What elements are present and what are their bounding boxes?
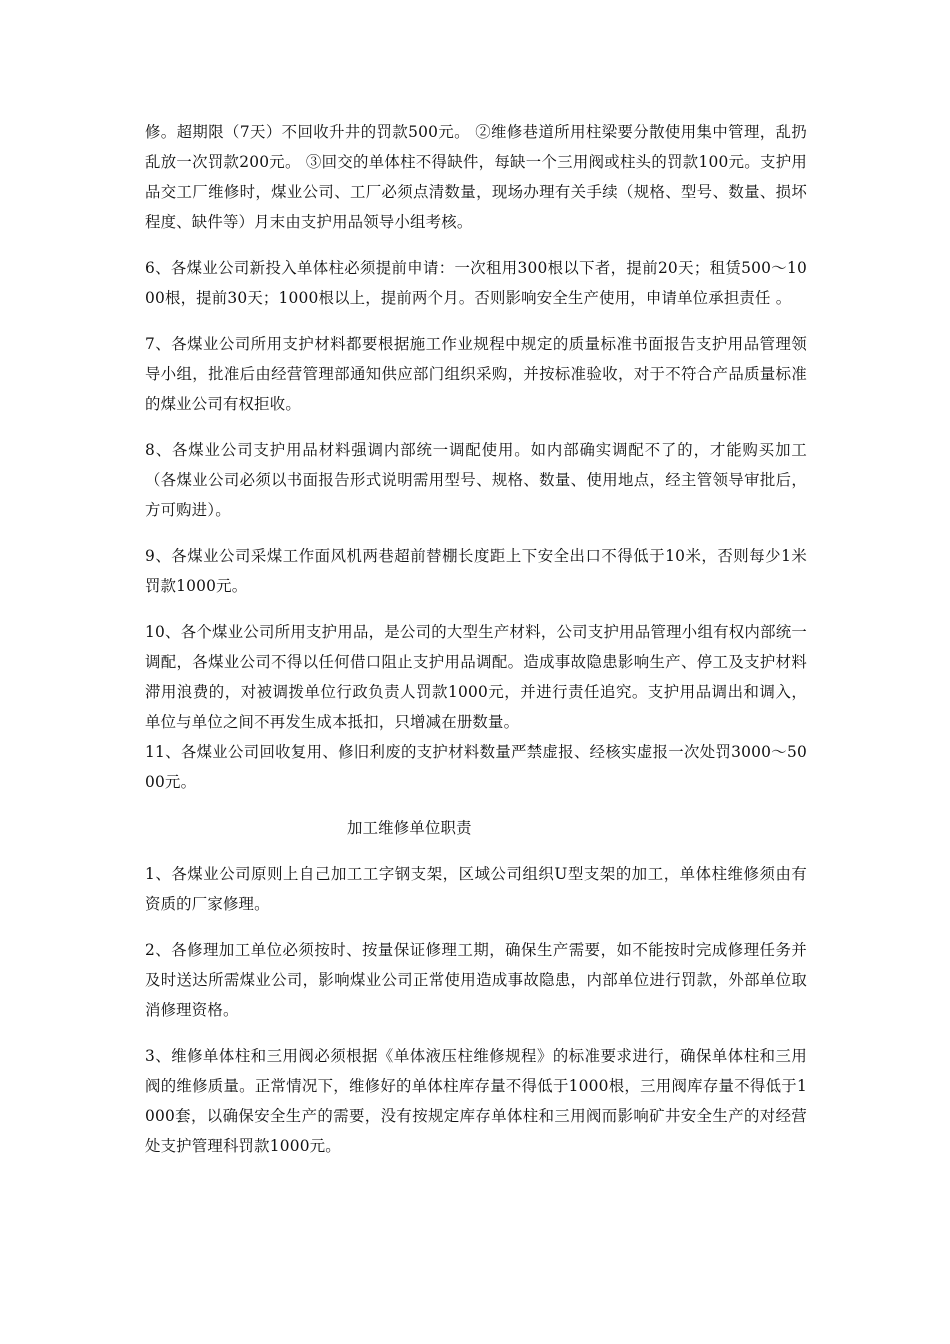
paragraph-item-9: 9、各煤业公司采煤工作面风机两巷超前替棚长度距上下安全出口不得低于10米，否则每少1米罚款1000元。 [145,547,807,595]
paragraph-item-11: 11、各煤业公司回收复用、修旧利废的支护材料数量严禁虚报、经核实虚报一次处罚3000～5000元。 [145,743,807,791]
paragraph-item-8: 8、各煤业公司支护用品材料强调内部统一调配使用。如内部确实调配不了的，才能购买加工（各煤业公司必须以书面报告形式说明需用型号、规格、数量、使用地点，经主管领导审批后，方可购进）。 [145,441,807,519]
paragraph-item-6: 6、各煤业公司新投入单体柱必须提前申请：一次租用300根以下者，提前20天；租赁500～1000根，提前30天；1000根以上，提前两个月。否则影响安全生产使用，申请单位承担责任 。 [145,259,807,307]
section-paragraph-2: 2、各修理加工单位必须按时、按量保证修理工期，确保生产需要，如不能按时完成修理任务并及时送达所需煤业公司，影响煤业公司正常使用造成事故隐患，内部单位进行罚款，外部单位取消修理资格。 [145,941,807,1019]
paragraph-repair-penalties: 修。超期限（7天）不回收升井的罚款500元。 ②维修巷道所用柱梁要分散使用集中管理，乱扔乱放一次罚款200元。 ③回交的单体柱不得缺件，每缺一个三用阀或柱头的罚款100元。支护用品交工厂维修时，煤业公司、工厂必须点清数量，现场办理有关手续（规格、型号、数量、损坏程度、缺件等）月末由支护用品领导小组考核。 [145,123,807,231]
section-paragraph-1: 1、各煤业公司原则上自己加工工字钢支架，区域公司组织U型支架的加工，单体柱维修须由有资质的厂家修理。 [145,865,807,913]
paragraph-item-10: 10、各个煤业公司所用支护用品，是公司的大型生产材料，公司支护用品管理小组有权内部统一调配，各煤业公司不得以任何借口阻止支护用品调配。造成事故隐患影响生产、停工及支护材料滞用浪费的，对被调拨单位行政负责人罚款1000元，并进行责任追究。支护用品调出和调入，单位与单位之间不再发生成本抵扣，只增减在册数量。 [145,623,807,731]
section-heading: 加工维修单位职责 [347,819,472,837]
paragraph-item-7: 7、各煤业公司所用支护材料都要根据施工作业规程中规定的质量标准书面报告支护用品管理领导小组，批准后由经营管理部通知供应部门组织采购，并按标准验收，对于不符合产品质量标准的煤业公司有权拒收。 [145,335,807,413]
document-body [145,117,807,1177]
section-paragraph-3: 3、维修单体柱和三用阀必须根据《单体液压柱维修规程》的标准要求进行，确保单体柱和三用阀的维修质量。正常情况下，维修好的单体柱库存量不得低于1000根，三用阀库存量不得低于1000套，以确保安全生产的需要，没有按规定库存单体柱和三用阀而影响矿井安全生产的对经营处支护管理科罚款1000元。 [145,1047,807,1155]
